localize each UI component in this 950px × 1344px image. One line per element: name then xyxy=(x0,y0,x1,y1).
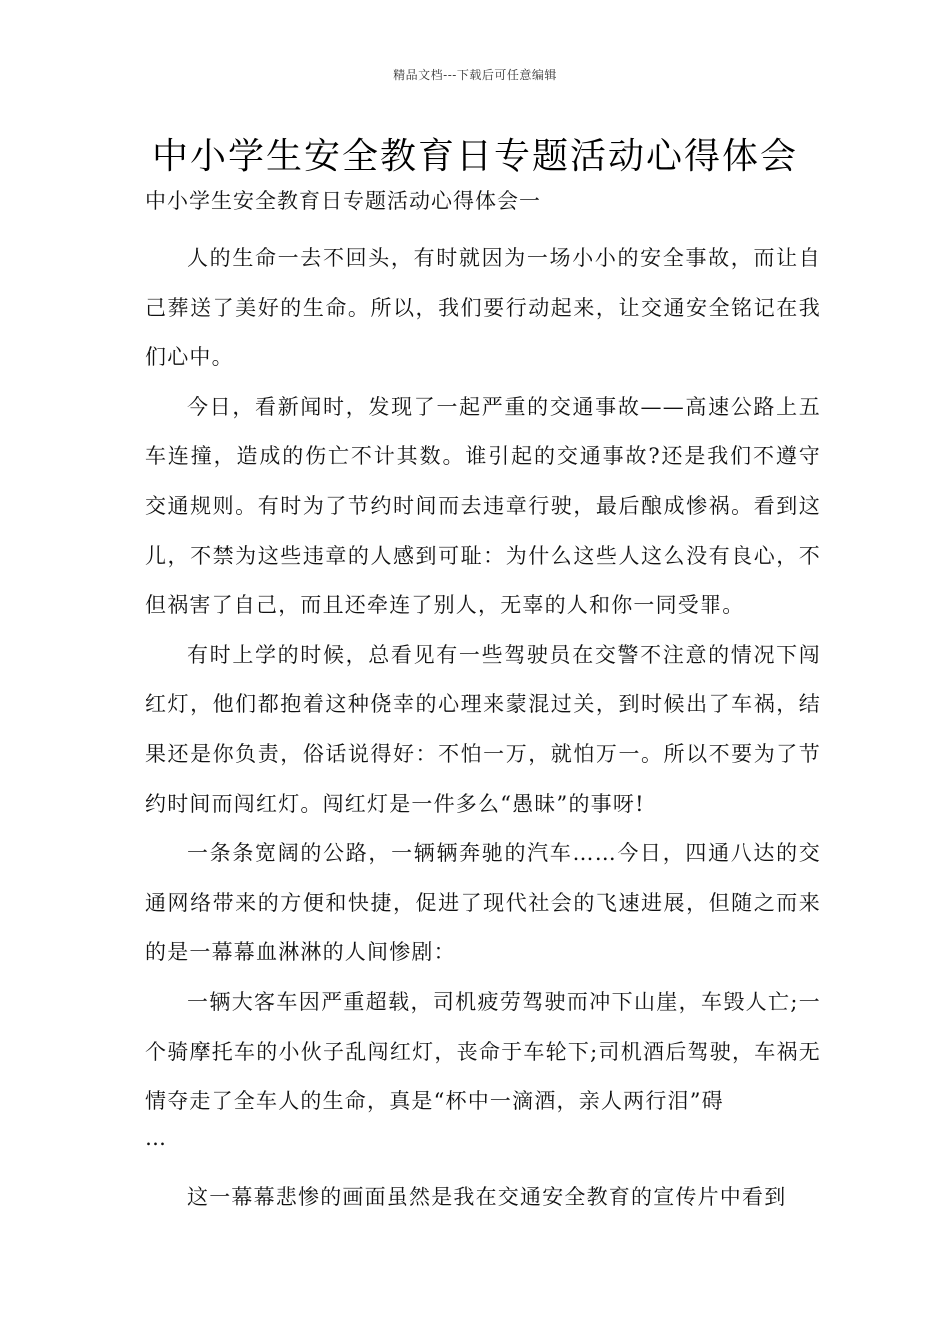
paragraph-3: 有时上学的时候，总看见有一些驾驶员在交警不注意的情况下闯红灯，他们都抱着这种侥幸的心理来蒙混过关，到时候出了车祸，结果还是你负责，俗话说得好：不怕一万，就怕万一。所以不要为了节约时间而闯红灯。闯红灯是一件多么“愚昧”的事呀! xyxy=(145,642,821,816)
document-subtitle: 中小学生安全教育日专题活动心得体会一 xyxy=(145,189,541,213)
paragraph-5: 一辆大客车因严重超载，司机疲劳驾驶而冲下山崖，车毁人亡;一个骑摩托车的小伙子乱闯红灯，丧命于车轮下;司机酒后驾驶，车祸无情夺走了全车人的生命，真是“杯中一滴酒，亲人两行泪”碍 xyxy=(145,989,821,1114)
document-title: 中小学生安全教育日专题活动心得体会 xyxy=(151,136,798,177)
paragraph-4: 一条条宽阔的公路，一辆辆奔驰的汽车……今日，四通八达的交通网络带来的方便和快捷，促进了现代社会的飞速进展，但随之而来的是一幕幕血淋淋的人间惨剧： xyxy=(145,841,821,965)
header-note: 精品文档---下载后可任意编辑 xyxy=(393,68,557,82)
paragraph-1: 人的生命一去不回头，有时就因为一场小小的安全事故，而让自己葬送了美好的生命。所以，我们要行动起来，让交通安全铭记在我们心中。 xyxy=(145,246,821,370)
document-body xyxy=(145,186,821,1222)
paragraph-ellipsis: … xyxy=(145,1125,168,1150)
paragraph-2: 今日，看新闻时，发现了一起严重的交通事故——高速公路上五车连撞，造成的伤亡不计其数。谁引起的交通事故?还是我们不遵守交通规则。有时为了节约时间而去违章行驶，最后酿成惨祸。看到这儿，不禁为这些违章的人感到可耻：为什么这些人这么没有良心，不但祸害了自己，而且还牵连了别人，无辜的人和你一同受罪。 xyxy=(145,394,821,618)
paragraph-6: 这一幕幕悲惨的画面虽然是我在交通安全教育的宣传片中看到 xyxy=(187,1184,787,1209)
